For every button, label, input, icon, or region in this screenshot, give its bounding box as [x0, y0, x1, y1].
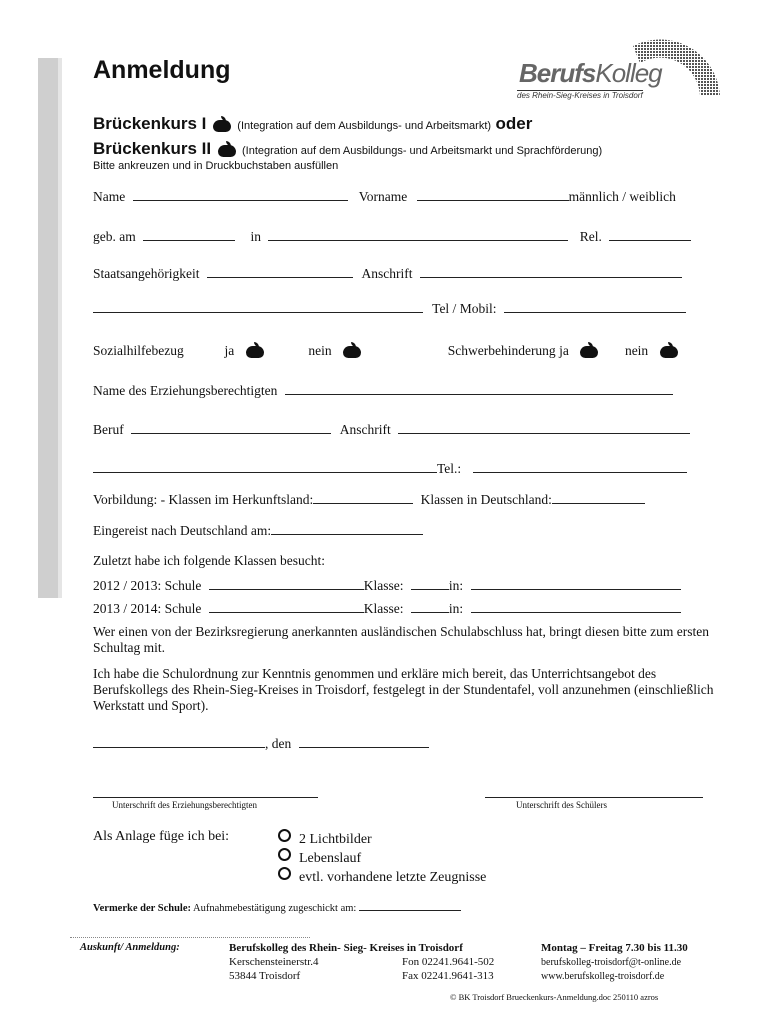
row-education: Vorbildung: - Klassen im Herkunftsland: Klassen in Deutschland:	[93, 491, 645, 508]
footer-label: Auskunft/ Anmeldung:	[80, 942, 180, 953]
row-birth: geb. am in Rel.	[93, 228, 691, 245]
school-2-field[interactable]	[209, 600, 364, 613]
arrival-date-field[interactable]	[271, 522, 423, 535]
religion-field[interactable]	[609, 228, 691, 241]
circle-bullet-icon	[278, 829, 291, 842]
course-2-desc: (Integration auf dem Ausbildungs- und Arbeitsmarkt und Sprachförderung)	[242, 145, 603, 157]
sozial-yes-checkbox-icon[interactable]	[244, 342, 266, 358]
row-social: Sozialhilfebezug ja nein Schwerbehinderung ja nein	[93, 342, 680, 359]
guardian-tel-field[interactable]	[473, 460, 687, 473]
logo-subtitle: des Rhein-Sieg-Kreises in Troisdorf	[517, 91, 643, 100]
row-phone: Tel / Mobil:	[93, 300, 686, 317]
schwer-yes-checkbox-icon[interactable]	[578, 342, 600, 358]
footer-street: Kerschensteinerstr.4	[229, 956, 319, 968]
class-2-field[interactable]	[411, 600, 449, 613]
course-1-checkbox-icon[interactable]	[211, 116, 233, 132]
attachment-item: 2 Lichtbilder	[278, 829, 486, 848]
footer-hours: Montag – Freitag 7.30 bis 11.30	[541, 942, 688, 954]
attachments-list	[278, 829, 486, 886]
school-1-field[interactable]	[209, 577, 364, 590]
guardian-address-line-2-field[interactable]	[93, 460, 437, 473]
instruction-text: Bitte ankreuzen und in Druckbuchstaben ausfüllen	[93, 160, 339, 172]
footer-school: Berufskolleg des Rhein- Sieg- Kreises in Troisdorf	[229, 942, 463, 954]
course-1-row	[93, 114, 532, 134]
guardian-signature-label: Unterschrift des Erziehungsberechtigten	[112, 800, 257, 810]
last-classes-heading: Zuletzt habe ich folgende Klassen besucht:	[93, 553, 326, 568]
address-line-2-field[interactable]	[93, 300, 423, 313]
schwer-no-checkbox-icon[interactable]	[658, 342, 680, 358]
sozial-no-checkbox-icon[interactable]	[341, 342, 363, 358]
footer-fon: Fon 02241.9641-502	[402, 956, 495, 968]
classes-origin-field[interactable]	[313, 491, 413, 504]
place-field[interactable]	[93, 735, 265, 748]
row-nationality: Staatsangehörigkeit Anschrift	[93, 265, 682, 282]
address-field[interactable]	[420, 265, 682, 278]
row-job: Beruf Anschrift	[93, 421, 690, 438]
row-guardian: Name des Erziehungsberechtigten	[93, 382, 673, 399]
guardian-address-field[interactable]	[398, 421, 690, 434]
attachment-item: Lebenslauf	[278, 848, 486, 867]
footer-fax: Fax 02241.9641-313	[402, 970, 494, 982]
certificate-note: Wer einen von der Bezirksregierung anerkannten ausländischen Schulabschluss hat, bringt diesen bitte zum ersten Schultag mit.	[93, 624, 709, 655]
circle-bullet-icon	[278, 848, 291, 861]
oder-label: oder	[495, 114, 533, 133]
place-2-field[interactable]	[471, 600, 681, 613]
attachment-item: evtl. vorhandene letzte Zeugnisse	[278, 867, 486, 886]
school-rules-note: Ich habe die Schulordnung zur Kenntnis genommen und erkläre mich bereit, das Unterrichtsangebot des Berufskollegs des Rhein-Sieg-Kreises in Troisdorf, festgelegt in der Stundentafel, voll anzunehmen (einschließlich Werkstatt und Sport).	[93, 666, 714, 713]
row-year-2: 2013 / 2014: Schule Klasse: in:	[93, 600, 681, 617]
birthplace-field[interactable]	[268, 228, 568, 241]
footer-email[interactable]: berufskolleg-troisdorf@t-online.de	[541, 957, 682, 968]
vorname-field[interactable]	[417, 188, 569, 201]
row-name: Name Vorname männlich / weiblich	[93, 189, 676, 204]
school-logo	[515, 18, 730, 108]
place-1-field[interactable]	[471, 577, 681, 590]
attachments-label: Als Anlage füge ich bei:	[93, 829, 230, 844]
logo-text: BerufsKolleg	[519, 58, 662, 88]
course-2-checkbox-icon[interactable]	[216, 141, 238, 157]
left-margin-bar-light	[58, 58, 62, 598]
row-guardian-tel: Tel.:	[93, 460, 687, 477]
phone-field[interactable]	[504, 300, 686, 313]
confirmation-date-field[interactable]	[359, 902, 461, 911]
date-field[interactable]	[299, 735, 429, 748]
course-2-row	[93, 139, 602, 159]
footer-website[interactable]: www.berufskolleg-troisdorf.de	[541, 971, 665, 982]
page-title: Anmeldung	[93, 56, 231, 84]
birthdate-field[interactable]	[143, 228, 235, 241]
guardian-signature-line[interactable]	[93, 797, 318, 798]
name-field[interactable]	[133, 188, 348, 201]
row-arrival: Eingereist nach Deutschland am:	[93, 522, 423, 539]
class-1-field[interactable]	[411, 577, 449, 590]
nationality-field[interactable]	[207, 265, 353, 278]
left-margin-bar	[38, 58, 58, 598]
row-date: , den	[93, 735, 429, 752]
footer-divider	[70, 937, 310, 938]
footer-city: 53844 Troisdorf	[229, 970, 301, 982]
course-1-desc: (Integration auf dem Ausbildungs- und Arbeitsmarkt)	[237, 120, 492, 132]
guardian-name-field[interactable]	[285, 382, 673, 395]
student-signature-label: Unterschrift des Schülers	[516, 800, 607, 810]
row-year-1: 2012 / 2013: Schule Klasse: in:	[93, 577, 681, 594]
circle-bullet-icon	[278, 867, 291, 880]
student-signature-line[interactable]	[485, 797, 703, 798]
document-reference: © BK Troisdorf Brueckenkurs-Anmeldung.doc 250110 azros	[450, 992, 659, 1002]
job-field[interactable]	[131, 421, 331, 434]
school-notes: Vermerke der Schule: Aufnahmebestätigung zugeschickt am:	[93, 902, 461, 914]
course-1-label: Brückenkurs I	[93, 114, 207, 133]
classes-germany-field[interactable]	[552, 491, 645, 504]
course-2-label: Brückenkurs II	[93, 139, 212, 158]
